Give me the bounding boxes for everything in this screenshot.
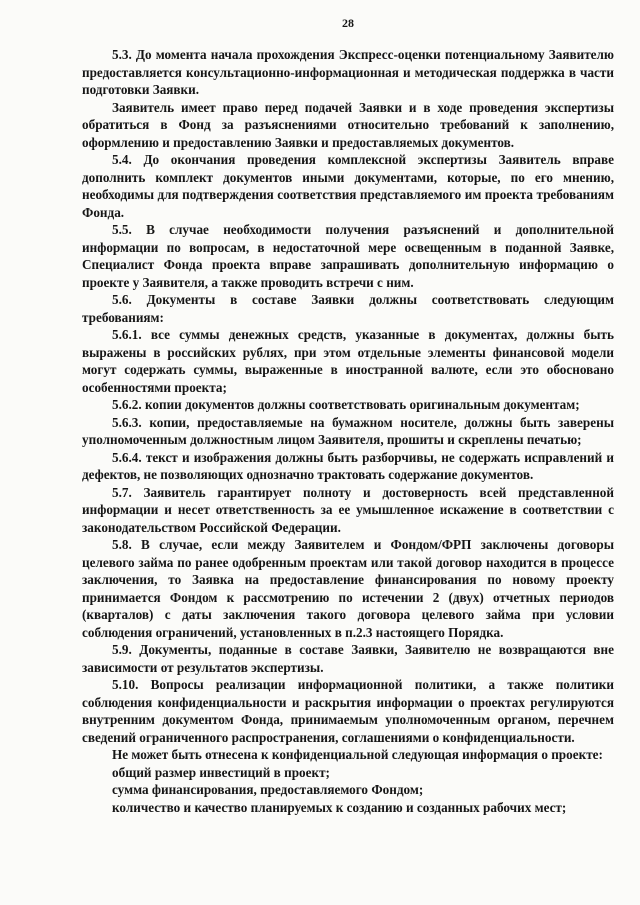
paragraph-5-9: 5.9. Документы, поданные в составе Заявки, Заявителю не возвращаются вне зависимости от результатов экспертизы. <box>82 642 614 675</box>
paragraph-5-10: 5.10. Вопросы реализации информационной политики, а также политики соблюдения конфиденциальности и раскрытия информации о проектах регулируются внутренним документом Фонда, принимаемым уполномоченным органом, перечнем сведений ограниченного распространения, соглашениями о конфиденциальности. <box>82 677 614 745</box>
paragraph-5-4: 5.4. До окончания проведения комплексной экспертизы Заявитель вправе дополнить комплект документов иными документами, которые, по его мнению, необходимы для подтверждения соответствия представляемого им проекта требованиям Фонда. <box>82 152 614 220</box>
paragraph-5-5: 5.5. В случае необходимости получения разъяснений и дополнительной информации по вопросам, в недостаточной мере освещенным в поданной Заявке, Специалист Фонда проекта вправе запрашивать дополнительную информацию о проекте у Заявителя, а также проводить встречи с ним. <box>82 222 614 290</box>
list-item-funding-amount: сумма финансирования, предоставляемого Фондом; <box>112 782 424 797</box>
paragraph-5-6-2: 5.6.2. копии документов должны соответствовать оригинальным документам; <box>112 397 580 412</box>
paragraph-5-3: 5.3. До момента начала прохождения Экспресс-оценки потенциальному Заявителю предоставляется консультационно-информационная и методическая поддержка в части подготовки Заявки. <box>82 47 614 97</box>
paragraph-5-6-1: 5.6.1. все суммы денежных средств, указанные в документах, должны быть выражены в российских рублях, при этом отдельные элементы финансовой модели могут содержать суммы, выраженные в иностранной валюте, если это обосновано особенностями проекта; <box>82 327 614 395</box>
paragraph-5-6-3: 5.6.3. копии, предоставляемые на бумажном носителе, должны быть заверены уполномоченным должностным лицом Заявителя, прошиты и скреплены печатью; <box>82 414 614 447</box>
paragraph-5-7: 5.7. Заявитель гарантирует полноту и достоверность всей представленной информации и несет ответственность за ее умышленное искажение в соответствии с законодательством Российской Федерации. <box>82 484 614 535</box>
paragraph-5-8: 5.8. В случае, если между Заявителем и Фондом/ФРП заключены договоры целевого займа по ранее одобренным проектам или такой договор находится в процессе заключения, то Заявка на предоставление финансирования по новому проекту принимается Фондом к рассмотрению по истечении 2 (двух) отчетных периодов (кварталов) с даты заключения такого договора целевого займа при условии соблюдения ограничений, установленных в п.2.3 настоящего Порядка. <box>82 537 614 640</box>
paragraph-5-6-4: 5.6.4. текст и изображения должны быть разборчивы, не содержать исправлений и дефектов, не позволяющих однозначно трактовать содержание документов. <box>82 449 614 482</box>
page-number: 28 <box>342 16 354 30</box>
paragraph-5-6: 5.6. Документы в составе Заявки должны соответствовать следующим требованиям: <box>82 292 614 325</box>
paragraph-applicant-right: Заявитель имеет право перед подачей Заявки и в ходе проведения экспертизы обратиться в Фонд за разъяснениями относительно требований к заполнению, оформлению и предоставлению Заявки и предоставляемых документов. <box>82 99 614 150</box>
document-body <box>82 46 614 816</box>
list-item-jobs: количество и качество планируемых к созданию и созданных рабочих мест; <box>112 799 567 815</box>
paragraph-non-confidential: Не может быть отнесена к конфиденциальной следующая информация о проекте: <box>112 747 603 762</box>
list-item-investment-size: общий размер инвестиций в проект; <box>112 764 330 780</box>
